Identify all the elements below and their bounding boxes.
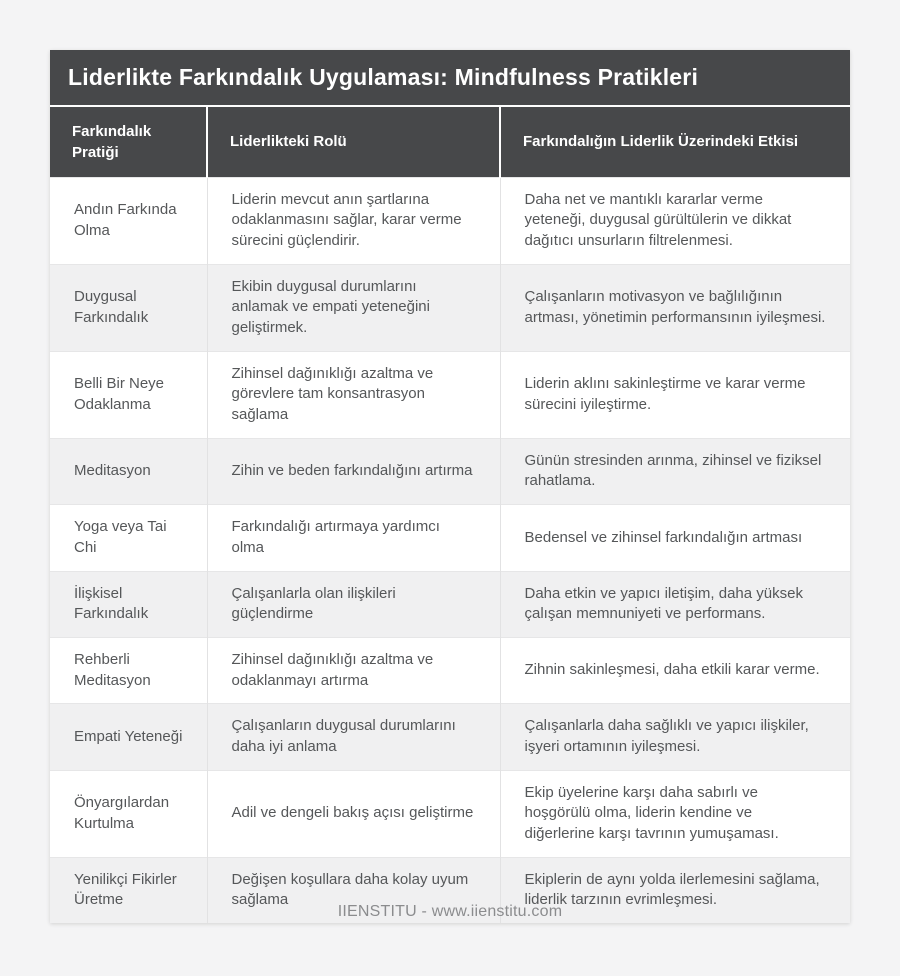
effect-cell: Zihnin sakinleşmesi, daha etkili karar verme.: [500, 637, 850, 703]
column-header-effect: Farkındalığın Liderlik Üzerindeki Etkisi: [500, 106, 850, 178]
role-cell: Liderin mevcut anın şartlarına odaklanmasını sağlar, karar verme sürecini güçlendirir.: [207, 177, 500, 264]
role-cell: Çalışanlarla olan ilişkileri güçlendirme: [207, 571, 500, 637]
role-cell: Ekibin duygusal durumlarını anlamak ve empati yeteneğini geliştirmek.: [207, 264, 500, 351]
effect-cell: Daha etkin ve yapıcı iletişim, daha yüksek çalışan memnuniyeti ve performans.: [500, 571, 850, 637]
effect-cell: Çalışanların motivasyon ve bağlılığının artması, yönetimin performansının iyileşmesi.: [500, 264, 850, 351]
practice-cell: Empati Yeteneği: [50, 704, 207, 770]
practice-cell: İlişkisel Farkındalık: [50, 571, 207, 637]
role-cell: Zihinsel dağınıklığı azaltma ve odaklanmayı artırma: [207, 637, 500, 703]
mindfulness-table: [50, 105, 850, 924]
practice-cell: Önyargılardan Kurtulma: [50, 770, 207, 857]
practice-cell: Rehberli Meditasyon: [50, 637, 207, 703]
table-row: [50, 505, 850, 571]
practice-cell: Duygusal Farkındalık: [50, 264, 207, 351]
role-cell: Adil ve dengeli bakış açısı geliştirme: [207, 770, 500, 857]
column-header-practice: Farkındalık Pratiği: [50, 106, 207, 178]
effect-cell: Daha net ve mantıklı kararlar verme yeteneği, duygusal gürültülerin ve dikkat dağıtıcı unsurların filtrelenmesi.: [500, 177, 850, 264]
footer-branding: IIENSTITU - www.iienstitu.com: [337, 903, 563, 920]
header-row: [50, 106, 850, 178]
effect-cell: Ekip üyelerine karşı daha sabırlı ve hoşgörülü olma, liderin kendine ve diğerlerine karşı tavrının yumuşaması.: [500, 770, 850, 857]
table-row: [50, 704, 850, 770]
role-cell: Zihin ve beden farkındalığını artırma: [207, 438, 500, 504]
effect-cell: Çalışanlarla daha sağlıklı ve yapıcı ilişkiler, işyeri ortamının iyileşmesi.: [500, 704, 850, 770]
role-cell: Değişen koşullara daha kolay uyum sağlama: [207, 857, 500, 923]
effect-cell: Liderin aklını sakinleştirme ve karar verme sürecini iyileştirme.: [500, 351, 850, 438]
table-row: [50, 351, 850, 438]
practice-cell: Belli Bir Neye Odaklanma: [50, 351, 207, 438]
table-row: [50, 438, 850, 504]
table-row: [50, 637, 850, 703]
role-cell: Farkındalığı artırmaya yardımcı olma: [207, 505, 500, 571]
table-row: [50, 571, 850, 637]
role-cell: Zihinsel dağınıklığı azaltma ve görevlere tam konsantrasyon sağlama: [207, 351, 500, 438]
mindfulness-table-card: [50, 50, 850, 923]
effect-cell: Günün stresinden arınma, zihinsel ve fiziksel rahatlama.: [500, 438, 850, 504]
practice-cell: Andın Farkında Olma: [50, 177, 207, 264]
practice-cell: Yenilikçi Fikirler Üretme: [50, 857, 207, 923]
table-row: [50, 770, 850, 857]
effect-cell: Ekiplerin de aynı yolda ilerlemesini sağlama, liderlik tarzının evrimleşmesi.: [500, 857, 850, 923]
effect-cell: Bedensel ve zihinsel farkındalığın artması: [500, 505, 850, 571]
table-row: [50, 264, 850, 351]
practice-cell: Meditasyon: [50, 438, 207, 504]
table-row: [50, 177, 850, 264]
role-cell: Çalışanların duygusal durumlarını daha iyi anlama: [207, 704, 500, 770]
page-title: Liderlikte Farkındalık Uygulaması: Mindfulness Pratikleri: [50, 50, 850, 105]
practice-cell: Yoga veya Tai Chi: [50, 505, 207, 571]
column-header-role: Liderlikteki Rolü: [207, 106, 500, 178]
